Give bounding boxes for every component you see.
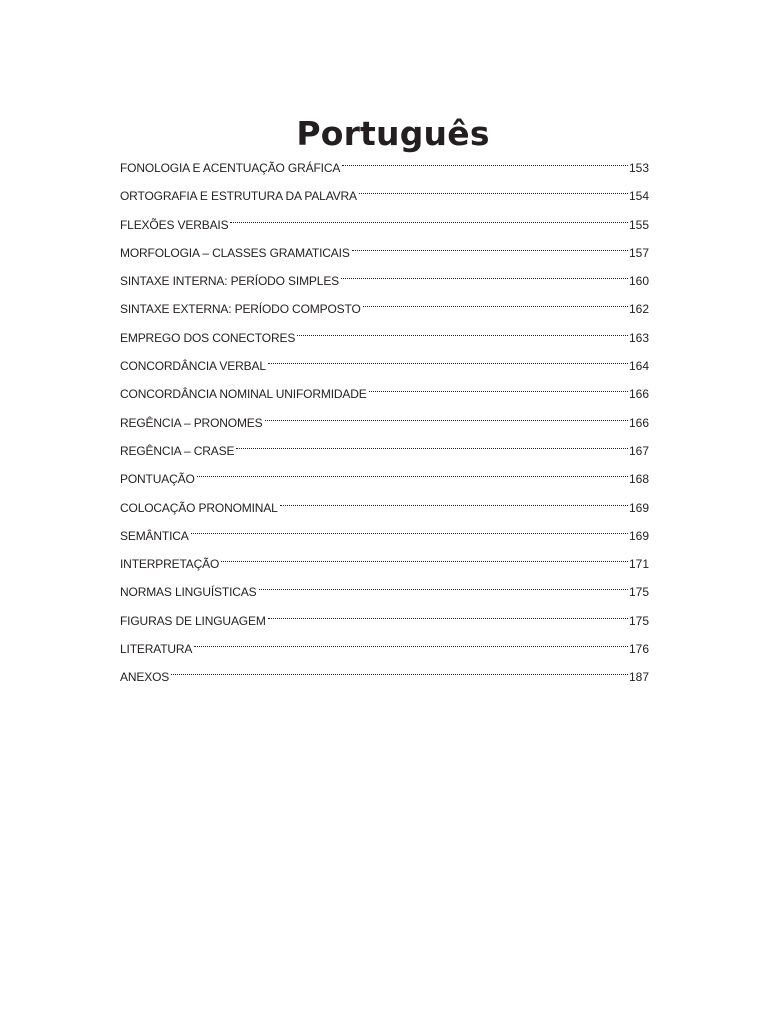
dot-leader (362, 291, 628, 313)
dot-leader (279, 490, 628, 512)
dot-leader (235, 433, 628, 455)
toc-entry-label: SINTAXE EXTERNA: PERÍODO COMPOSTO (120, 302, 361, 317)
toc-entry (120, 207, 649, 235)
toc-entry (120, 490, 649, 518)
toc-entry (120, 320, 649, 348)
dot-leader (258, 574, 628, 596)
toc-entry-page-number: 167 (628, 443, 649, 458)
toc-entry-page-number: 187 (628, 670, 649, 685)
dot-leader (368, 376, 628, 398)
toc-entry (120, 546, 649, 574)
table-of-contents (120, 150, 649, 688)
toc-entry-label: FIGURAS DE LINGUAGEM (120, 613, 266, 628)
toc-entry-page-number: 169 (628, 528, 649, 543)
dot-leader (190, 518, 628, 540)
toc-entry-page-number: 168 (628, 472, 649, 487)
dot-leader (358, 178, 628, 200)
dot-leader (267, 348, 628, 370)
toc-entry (120, 178, 649, 206)
toc-entry-page-number: 157 (628, 245, 649, 260)
toc-entry (120, 348, 649, 376)
dot-leader (340, 263, 628, 285)
dot-leader (220, 546, 628, 568)
toc-entry (120, 150, 649, 178)
toc-entry (120, 376, 649, 404)
dot-leader (193, 631, 628, 653)
toc-entry (120, 631, 649, 659)
toc-entry-page-number: 175 (628, 613, 649, 628)
toc-entry-page-number: 164 (628, 359, 649, 374)
toc-entry-page-number: 160 (628, 274, 649, 289)
toc-entry (120, 405, 649, 433)
toc-entry-label: SINTAXE INTERNA: PERÍODO SIMPLES (120, 274, 340, 289)
toc-entry-page-number: 153 (628, 161, 649, 175)
toc-entry-label: SEMÂNTICA (120, 528, 189, 543)
toc-entry-label: MORFOLOGIA – CLASSES GRAMATICAIS (120, 245, 350, 260)
dot-leader (341, 150, 628, 172)
toc-entry (120, 291, 649, 319)
toc-entry-label: CONCORDÂNCIA VERBAL (120, 359, 266, 374)
toc-entry-page-number: 166 (628, 415, 649, 430)
toc-entry-page-number: 163 (628, 330, 649, 345)
toc-entry-label: FLEXÕES VERBAIS (120, 217, 229, 232)
toc-entry-page-number: 171 (628, 557, 649, 572)
page-title: Português (296, 114, 490, 154)
toc-entry-label: CONCORDÂNCIA NOMINAL UNIFORMIDADE (120, 387, 367, 402)
dot-leader (229, 207, 628, 229)
dot-leader (296, 320, 628, 342)
toc-entry-label: ORTOGRAFIA E ESTRUTURA DA PALAVRA (120, 189, 357, 204)
toc-entry-label: REGÊNCIA – CRASE (120, 443, 235, 458)
toc-entry (120, 574, 649, 602)
toc-entry (120, 461, 649, 489)
toc-entry-label: INTERPRETAÇÃO (120, 557, 220, 572)
dot-leader (267, 603, 628, 625)
toc-entry (120, 603, 649, 631)
toc-entry-page-number: 176 (628, 642, 649, 657)
toc-entry-page-number: 155 (628, 217, 649, 232)
toc-entry-page-number: 169 (628, 500, 649, 515)
dot-leader (196, 461, 628, 483)
toc-entry (120, 433, 649, 461)
toc-entry-label: LITERATURA (120, 642, 193, 657)
dot-leader (351, 235, 628, 257)
toc-entry-label: ANEXOS (120, 670, 170, 685)
toc-entry-label: NORMAS LINGUÍSTICAS (120, 585, 257, 600)
dot-leader (264, 405, 628, 427)
toc-entry-label: FONOLOGIA E ACENTUAÇÃO GRÁFICA (120, 161, 341, 175)
toc-entry-page-number: 175 (628, 585, 649, 600)
toc-entry-page-number: 162 (628, 302, 649, 317)
toc-entry (120, 263, 649, 291)
toc-entry (120, 518, 649, 546)
toc-entry (120, 659, 649, 687)
toc-entry-label: COLOCAÇÃO PRONOMINAL (120, 500, 278, 515)
toc-entry (120, 235, 649, 263)
dot-leader (170, 659, 628, 681)
toc-entry-page-number: 166 (628, 387, 649, 402)
toc-entry-label: PONTUAÇÃO (120, 472, 195, 487)
toc-entry-label: REGÊNCIA – PRONOMES (120, 415, 263, 430)
toc-entry-page-number: 154 (628, 189, 649, 204)
toc-entry-label: EMPREGO DOS CONECTORES (120, 330, 296, 345)
